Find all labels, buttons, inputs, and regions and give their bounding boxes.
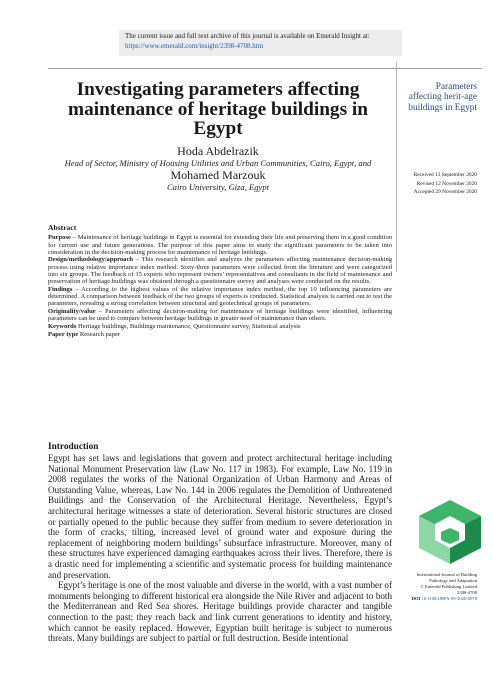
paper-type: Paper type Research paper	[48, 330, 121, 338]
section-heading-introduction: Introduction	[48, 442, 99, 452]
abstract	[48, 224, 392, 338]
date-revised: Revised 12 November 2020	[416, 180, 477, 187]
keywords: Keywords Heritage buildings, Buildings maintenance, Questionnaire survey, Statistical analysis	[48, 323, 301, 331]
publisher: © Emerald Publishing Limited	[420, 584, 477, 589]
doi-link[interactable]: 10.1108/IJBPA-09-2020-0078	[421, 596, 477, 601]
article-body	[48, 442, 392, 644]
issn: 2398-4708	[457, 590, 477, 595]
journal-name: International Journal of Building Pathology and Adaptation	[416, 572, 477, 583]
author-block	[48, 145, 388, 193]
abstract-originality: Originality/value – Parameters affecting decision-making for maintenance of heritage buildings were identified, influencing parameters can be used to compare between heritage buildings in greater need of maintenance than others.	[48, 307, 392, 323]
date-received: Received 13 September 2020	[413, 172, 477, 178]
running-title: Parameters affecting herit-age buildings in Egypt	[408, 82, 477, 113]
abstract-design: Design/methodology/approach – This research identifies and analyzes the parameters affecting maintenance decision-making process using relative importance index method. Sixty-three parameters were collected from the literature and were categorized into six groups. The feedback of 15 experts who represent owners’ representatives and consultants in the field of maintenance and preservation of heritage buildings was obtained through a questionnaire survey and analyses were conducted on the results.	[48, 256, 392, 286]
body-paragraph-1: Egypt has set laws and legislations that govern and protect architectural heritage including National Monument Preservation law (Law No. 117 in 1983). For example, Law No. 119 in 2008 regulates the works of the National Organization of Urban Harmony and Areas of Outstanding Value, whereas, Law No. 144 in 2006 regulates the Demolition of Unthreatened Buildings and the Conservation of the Architectural Heritage. Nevertheless, Egypt’s architectural heritage witnesses a state of deterioration. Several historic structures are closed or partially opened to the public because they suffer from medium to severe deterioration in the form of cracks, tilting, increased level of ground water and exposure during the replacement of neighboring modern buildings’ subsurface infrastructure. Moreover, many of these structures have experienced damaging earthquakes across their lives. Therefore, there is a drastic need for implementing a scientific and systematic process for building maintenance and preservation.	[48, 453, 392, 580]
author-affiliation-1: Head of Sector, Ministry of Housing Utilities and Urban Communities, Cairo, Egypt, and	[64, 158, 372, 168]
abstract-findings: Findings – According to the highest values of the relative importance index method, the top 10 influencing parameters are determined. A comparison between feedback of the two groups of experts is conducted. Statistical analysis is carried out to test the parameters, revealing a strong correlation between structural and geotechnical groups of parameters.	[48, 285, 392, 308]
access-notice	[119, 30, 402, 56]
doi-line: DOI 10.1108/IJBPA-09-2020-0078	[411, 596, 477, 601]
paper-title: Investigating parameters affecting maintenance of heritage buildings in Egypt	[68, 79, 368, 139]
date-accepted: Accepted 29 November 2020	[413, 189, 477, 195]
abstract-heading: Abstract	[48, 223, 77, 232]
submission-dates	[400, 171, 477, 197]
header-rule	[48, 68, 482, 69]
notice-text: The current issue and full text archive of this journal is available on Emerald Insight at:	[125, 32, 370, 40]
journal-info	[403, 572, 477, 602]
margin-rule	[396, 62, 397, 272]
author-name-2: Mohamed Marzouk	[170, 167, 266, 182]
journal-url-link[interactable]: https://www.emerald.com/insight/2398-4708.htm	[125, 41, 264, 50]
author-affiliation-2: Cairo University, Giza, Egypt	[166, 181, 270, 192]
body-paragraph-2: Egypt’s heritage is one of the most valuable and diverse in the world, with a vast number of monuments belonging to different historical era alongside the Nile River and adjacent to both the Mediterranean and Red Sea shores. Heritage buildings provide character and tangible connection to the past; they reach back and link current generations to identity and history, which cannot be easily replaced. However, Egyptian built heritage is subject to numerous threats. Many buildings are subject to partial or full destruction. Beside intentional	[48, 580, 392, 644]
author-name-1: Hoda Abdelrazik	[177, 144, 259, 158]
abstract-purpose: Purpose – Maintenance of heritage buildings in Egypt is essential for extending their life and preserving them in a good condition for current use and future generations. The purpose of this paper aims to study the significant parameters to be taken into consideration in the decision-making process for maintenance of heritage buildings.	[48, 234, 392, 257]
journal-logo-icon	[415, 498, 485, 566]
